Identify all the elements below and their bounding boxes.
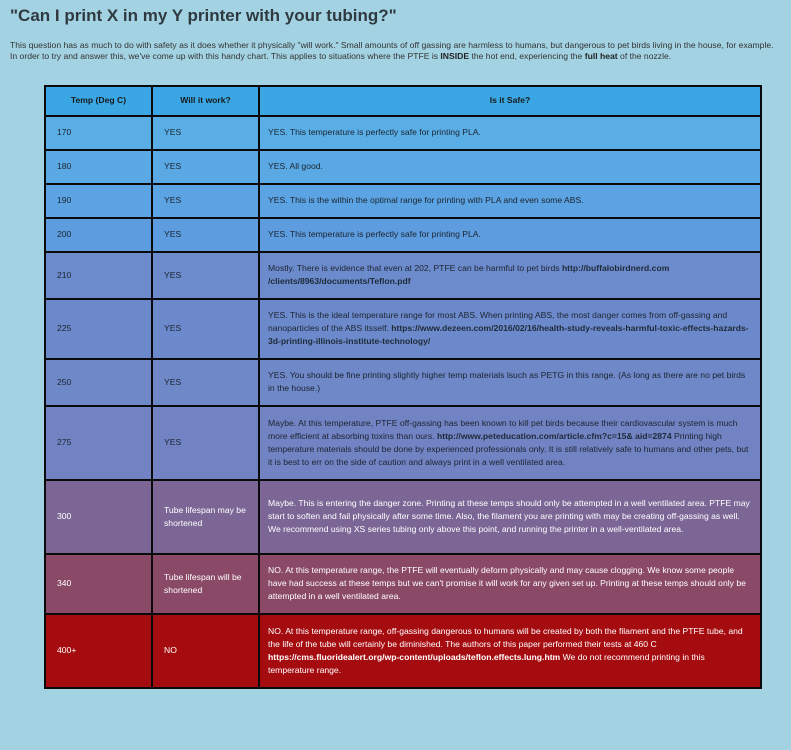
reference-link[interactable]: http://www.peteducation.com/article.cfm?c=15& aid=2874 (436, 430, 672, 441)
header-temp: Temp (Deg C) (45, 86, 152, 116)
page-title: "Can I print X in my Y printer with your tubing?" (10, 6, 397, 25)
safety-text: Maybe. This is entering the danger zone. Printing at these temps should only be attempted in a well ventilated area. PTFE may start to soften and fail physically after some time. Also, the filament you are printing with may be creating off-gassing as well. We recommend using XS series tubing only above this point, and running the printer in a well-ventilated area. (268, 498, 750, 535)
reference-link[interactable]: https://cms.fluoridealert.org/wp-content/uploads/teflon.effects.lung.htm (268, 651, 561, 662)
is-it-safe-cell (259, 299, 761, 359)
will-it-work-cell: YES (152, 252, 259, 299)
temp-cell: 200 (45, 218, 152, 252)
is-it-safe-cell (259, 184, 761, 218)
intro-text: of the nozzle. (617, 51, 672, 62)
intro-emphasis-inside: INSIDE (440, 51, 470, 62)
is-it-safe-cell (259, 218, 761, 252)
temp-cell: 275 (45, 406, 152, 480)
is-it-safe-cell (259, 554, 761, 614)
intro-paragraph-1: This question has as much to do with safety as it does whether it physically "will work." Small amounts of off gassing are harmless to humans, but dangerous to pet birds living in the house, for example. (10, 40, 774, 50)
table-row (45, 554, 761, 614)
intro-text: In order to try and answer this, we've come up with this handy chart. This applies to situations where the PTFE is (10, 51, 441, 62)
is-it-safe-cell (259, 150, 761, 184)
safety-text: YES. This is the ideal temperature range for most ABS. When printing ABS, the most danger comes from off-gassing and nanoparticles of the ABS itsself. (268, 310, 728, 334)
table-row (45, 614, 761, 688)
will-it-work-cell: YES (152, 299, 259, 359)
will-it-work-cell: YES (152, 116, 259, 150)
will-it-work-cell: Tube lifespan may be shortened (152, 480, 259, 554)
safety-text: YES. You should be fine printing slightly higher temp materials lsuch as PETG in this range. (As long as there are no pet birds in the house.) (268, 370, 746, 394)
temperature-safety-table (44, 85, 762, 689)
safety-text: YES. All good. (268, 161, 323, 172)
temp-cell: 300 (45, 480, 152, 554)
safety-text: Maybe. At this temperature, PTFE off-gassing has been known to kill pet birds because their cardiovascular system is much more efficient at absorbing toxins than ours. (268, 417, 738, 441)
temp-cell: 250 (45, 359, 152, 406)
header-will-it-work: Will it work? (152, 86, 259, 116)
intro-paragraph-2 (10, 51, 781, 62)
safety-text: Mostly. There is evidence that even at 202, PTFE can be harmful to pet birds (268, 263, 562, 274)
reference-link[interactable]: http://buffalobirdnerd.com /clients/8963/documents/Teflon.pdf (268, 263, 670, 287)
is-it-safe-cell (259, 252, 761, 299)
temp-cell: 225 (45, 299, 152, 359)
temp-cell: 210 (45, 252, 152, 299)
will-it-work-cell: YES (152, 406, 259, 480)
temp-cell: 400+ (45, 614, 152, 688)
header-is-it-safe: Is it Safe? (259, 86, 761, 116)
will-it-work-cell: NO (152, 614, 259, 688)
safety-text: NO. At this temperature range, off-gassing dangerous to humans will be created by both the filament and the PTFE tube, and the life of the tube will certainly be diminished. The authors of this paper performed their tests at 460 C (268, 625, 743, 649)
table-row (45, 299, 761, 359)
table-header-row (45, 86, 761, 116)
intro-emphasis-full-heat: full heat (584, 51, 618, 62)
is-it-safe-cell (259, 480, 761, 554)
table-row (45, 150, 761, 184)
table-row (45, 184, 761, 218)
table-row (45, 218, 761, 252)
temp-cell: 340 (45, 554, 152, 614)
will-it-work-cell: YES (152, 184, 259, 218)
temp-cell: 190 (45, 184, 152, 218)
is-it-safe-cell (259, 359, 761, 406)
reference-link[interactable]: https://www.dezeen.com/2016/02/16/health-study-reveals-harmful-toxic-effects-hazards-3d-printing-illinois-institute-technology/ (268, 323, 749, 347)
safety-text: We do not recommend printing in this temperature range. (268, 651, 705, 675)
table-row (45, 480, 761, 554)
will-it-work-cell: YES (152, 150, 259, 184)
table-row (45, 406, 761, 480)
safety-text: YES. This temperature is perfectly safe for printing PLA. (268, 127, 481, 138)
is-it-safe-cell (259, 116, 761, 150)
safety-text: NO. At this temperature range, the PTFE will eventually deform physically and may cause clogging. We know some people have had success at these temps but we can't promise it will work for any given set up. Printing at these temps should only be attempted in a well ventilated area. (268, 565, 746, 602)
table-row (45, 116, 761, 150)
temp-cell: 170 (45, 116, 152, 150)
intro-text: the hot end, experiencing the (469, 51, 585, 62)
safety-text: Printing high temperature materials should be done by experienced professionals only. It is still relatively safe to humans and other pets, but it is best to err on the side of caution and always print in a well ventilated area. (268, 430, 749, 467)
will-it-work-cell: Tube lifespan will be shortened (152, 554, 259, 614)
temp-cell: 180 (45, 150, 152, 184)
will-it-work-cell: YES (152, 218, 259, 252)
is-it-safe-cell (259, 614, 761, 688)
table-row (45, 252, 761, 299)
safety-text: YES. This temperature is perfectly safe for printing PLA. (268, 229, 481, 240)
will-it-work-cell: YES (152, 359, 259, 406)
safety-text: YES. This is the within the optimal range for printing with PLA and even some ABS. (268, 195, 584, 206)
is-it-safe-cell (259, 406, 761, 480)
table-row (45, 359, 761, 406)
